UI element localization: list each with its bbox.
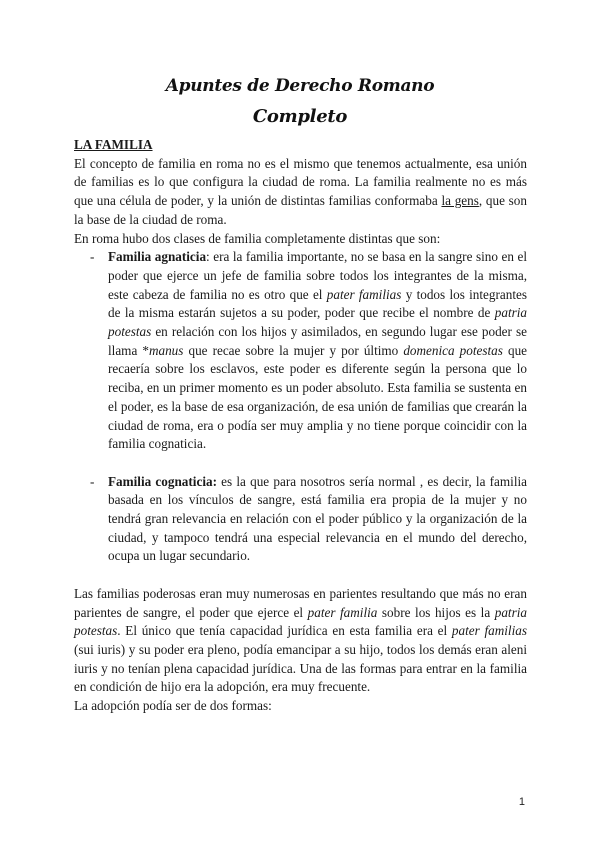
family-types-list	[74, 248, 527, 566]
section-heading: LA FAMILIA	[74, 137, 153, 152]
two-types-paragraph: En roma hubo dos clases de familia completamente distintas que son:	[74, 230, 441, 246]
page-number: 1	[518, 796, 525, 808]
term-agnaticia: Familia agnaticia	[108, 249, 207, 265]
paragraph-spacer	[74, 566, 527, 585]
powerful-families-paragraph: Las familias poderosas eran muy numerosas en parientes resultando que más no eran parientes de sangre, el poder que ejerce el pater familia sobre los hijos es la patria potestas. El único que tenía capacidad jurídica en esta familia era el pater familias (sui iuris) y su poder era pleno, podía emancipar a su hijo, todos los demás eran aleni iuris y no tenían plena capacidad jurídica. Una de las formas para entrar en la familia en condición de hijo era la adopción, era muy frecuente.	[74, 585, 527, 695]
document-title: Apuntes de Derecho Romano	[165, 76, 435, 96]
list-item-agnaticia: - Familia agnaticia: era la familia importante, no se basa en la sangre sino en el poder que ejerce un jefe de familia sobre todos los integrantes de la misma, este cabeza de familia no es otro que el pater familias y todos los integrantes de la misma estarán sujetos a su poder, poder que recibe el nombre de patria potestas en relación con los hijos y asimilados, en segundo lugar ese poder se llama *manus que recae sobre la mujer y por último domenica potestas que recaería sobre los esclavos, este poder es diferente según la persona que lo reciba, en un primer momento es un poder absoluto. Esta familia se sustenta en el poder, es la base de esa organización, de esa unión de familias que crearán la ciudad de roma, era o podía ser muy amplia y no tiene porque coincidir con la familia cognaticia.	[90, 249, 528, 452]
adoption-paragraph: La adopción podía ser de dos formas:	[74, 698, 272, 714]
gens-term: la gens	[441, 193, 479, 209]
dash-bullet: -	[90, 473, 95, 489]
document-body	[74, 136, 527, 716]
document-subtitle: Completo	[252, 106, 348, 127]
list-item-cognaticia: - Familia cognaticia: es la que para nosotros sería normal , es decir, la familia basada en los vínculos de sangre, está familia era propia de la mujer y no tendrá gran relevancia en relación con el poder público y la organización de la ciudad, y tampoco tendrá una especial relevancia en el mundo del derecho, ocupa un lugar secundario.	[90, 473, 527, 564]
dash-bullet: -	[90, 249, 95, 265]
list-spacer	[74, 454, 527, 473]
term-cognaticia: Familia cognaticia:	[108, 473, 217, 489]
intro-paragraph: El concepto de familia en roma no es el mismo que tenemos actualmente, esa unión de familias es lo que configura la ciudad de roma. La familia realmente no es más que una célula de poder, y la unión de distintas familias conformaba la gens, que son la base de la ciudad de roma.	[74, 155, 527, 227]
